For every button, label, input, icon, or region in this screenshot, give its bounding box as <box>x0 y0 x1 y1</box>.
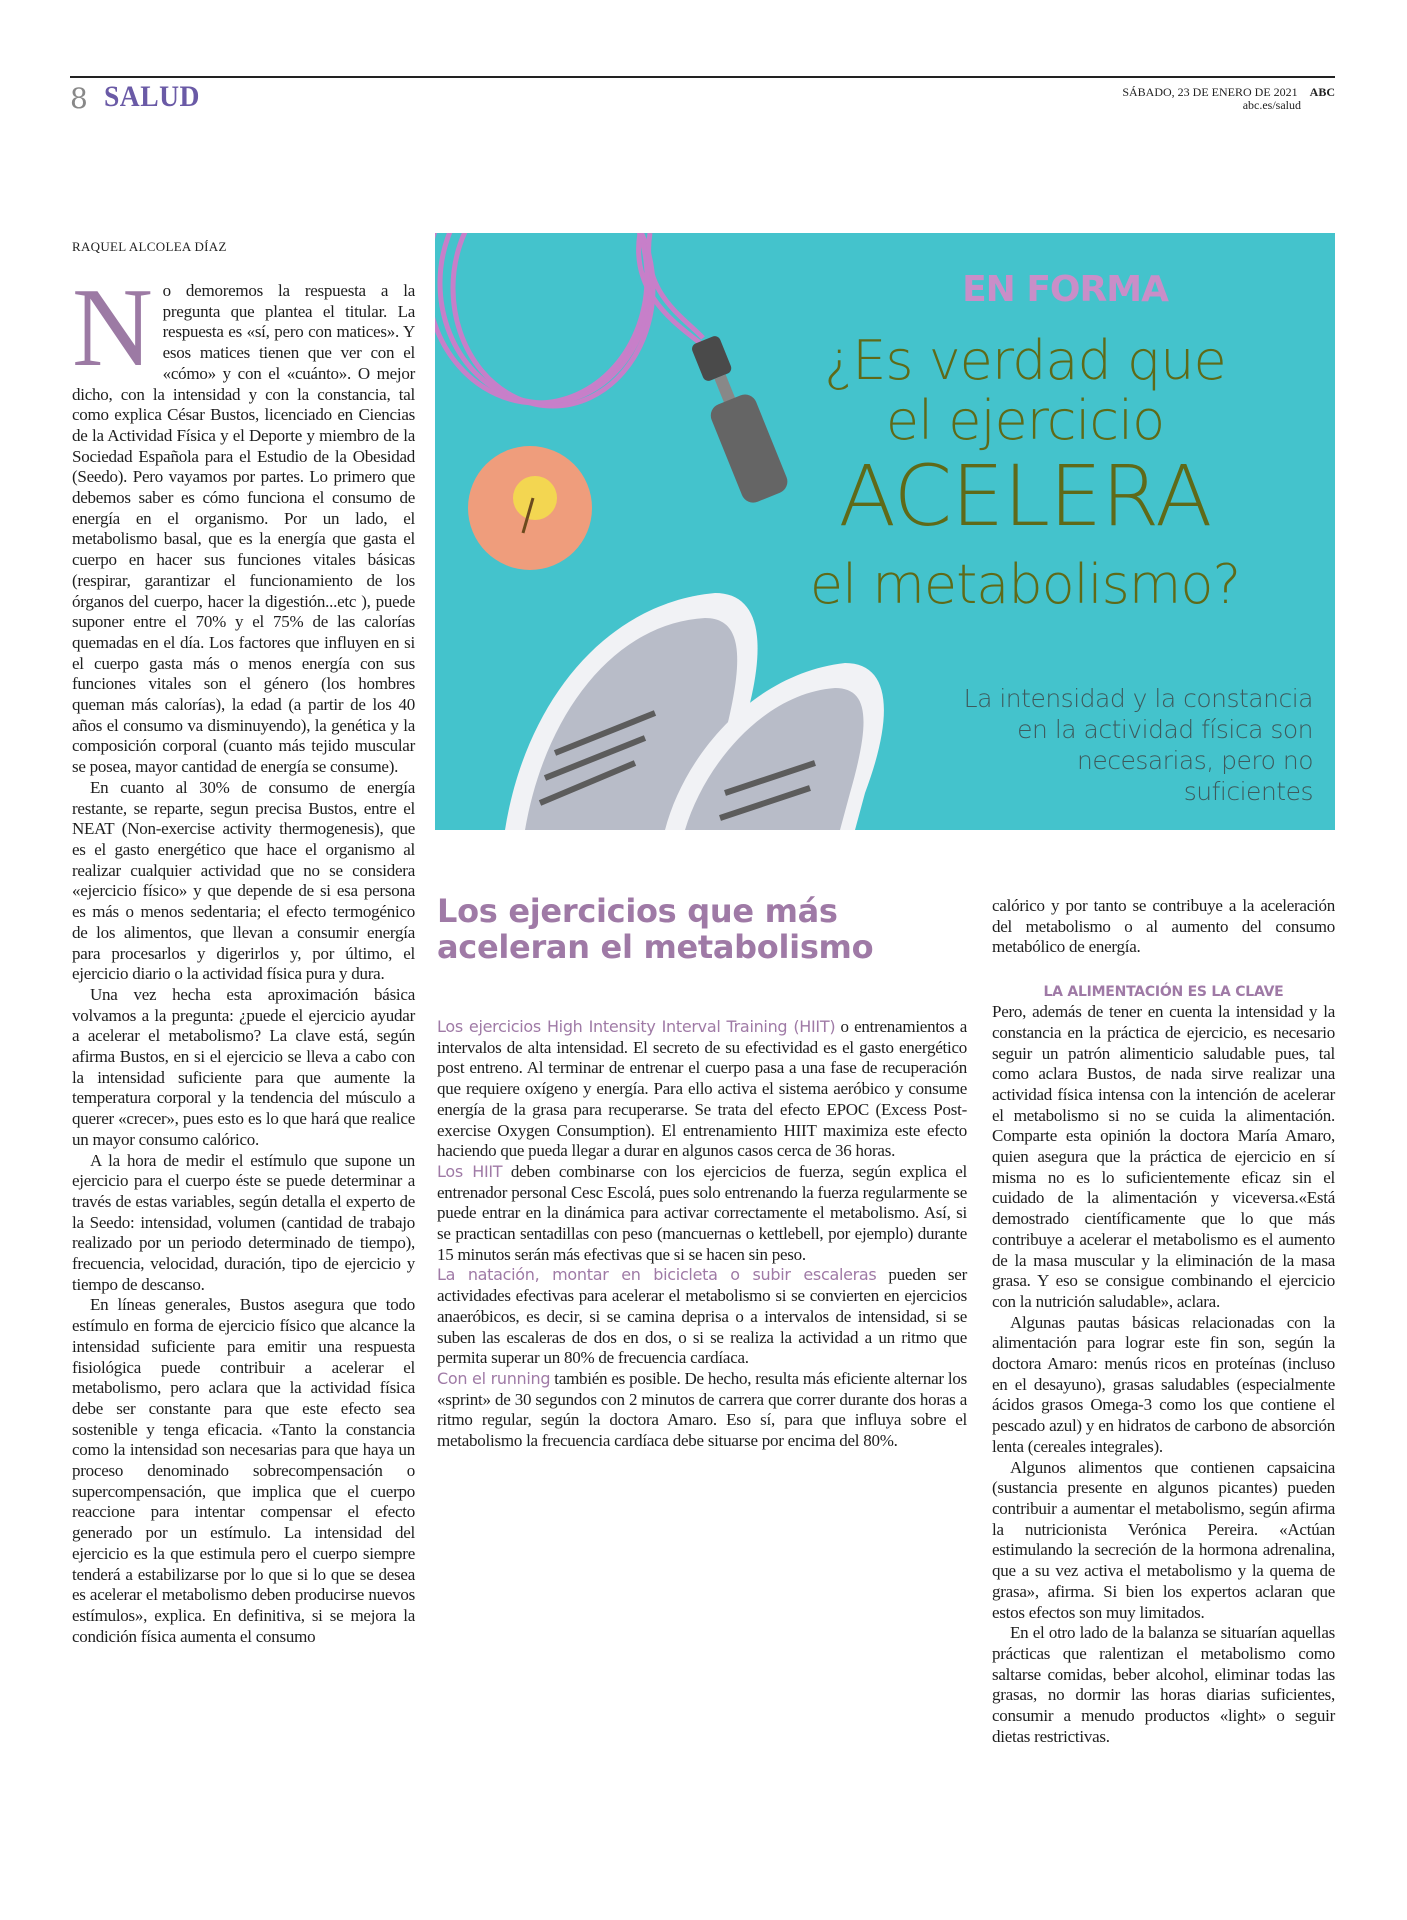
article-paragraph: En líneas generales, Bustos asegura que todo estímulo en forma de ejercicio físico que alcance la intensidad suficiente para emitir una respuesta fisiológica puede contribuir a acelerar el metabolismo, pero aclara que la actividad física debe ser constante para que este efecto sea sostenible y tenga eficacia. «Tanto la constancia como la intensidad son necesarias para que haya un proceso denominado sobrecompensación o supercompensación, que implica que el cuerpo reaccione para intentar compensar el efecto generado por un estímulo. La intensidad del ejercicio es la que estimula pero el cuerpo siempre tenderá a estabilizarse por lo que si lo que se desea es acelerar el metabolismo deben producirse nuevos estímulos», explica. En definitiva, si se mejora la condición física aumenta el consumo <box>72 1295 415 1646</box>
hero-illustration: EN FORMA ¿Es verdad que el ejercicio ACELERA el metabolismo? La intensidad y la constancia en la actividad física son necesarias, pero no suficientes <box>435 233 1335 830</box>
article-paragraph: En el otro lado de la balanza se situarían aquellas prácticas que ralentizan el metabolismo como saltarse comidas, beber alcohol, eliminar todas las grasas, no dormir las horas diarias suficientes, consumir a menudo productos «light» o seguir dietas restrictivas. <box>992 1623 1335 1746</box>
article-paragraph: Algunas pautas básicas relacionadas con la alimentación para lograr este fin son, según la doctora Amaro: menús ricos en proteínas (incluso en el desayuno), grasas saludables (especialmente ácidos grasos Omega-3 como los que contiene el pescado azul) y en hidratos de carbono de absorción lenta (cereales integrales). <box>992 1312 1335 1456</box>
hero-subtitle: La intensidad y la constancia en la actividad física son necesarias, pero no suficientes <box>963 684 1313 806</box>
article-paragraph: En cuanto al 30% de consumo de energía restante, se reparte, segun precisa Bustos, entre el NEAT (Non-exercise activity thermogenesis), que es el gasto energético que hace el organismo al realizar cualquier actividad que no se considera «ejercicio físico» y que depende de si esa persona es más o menos sedentaria; el efecto termogénico de los alimentos, que llevan a consumir energía para procesarlos y digerirlos y, por último, el ejercicio diario o la actividad física pura y dura. <box>72 777 415 984</box>
issue-date: SÁBADO, 23 DE ENERO DE 2021 <box>1122 85 1298 99</box>
article-paragraph: A la hora de medir el estímulo que supone un ejercicio para el cuerpo éste se puede determinar a través de estas variables, según detalla el experto de la Seedo: intensidad, volumen (cantidad de trabajo realizado por un periodo determinado de tiempo), frecuencia, velocidad, duración, tipo de ejercicio y tiempo de descanso. <box>72 1150 415 1294</box>
header-rule <box>70 76 1335 78</box>
byline: RAQUEL ALCOLEA DÍAZ <box>72 239 227 254</box>
brand: ABC <box>1309 85 1335 99</box>
sneakers-icon <box>505 593 884 830</box>
apple-icon <box>468 446 592 570</box>
section-title: SALUD <box>104 80 200 113</box>
dateline <box>1122 86 1335 112</box>
article-paragraph: Algunos alimentos que contienen capsaicina (sustancia presente en algunos picantes) pueden contribuir a aumentar el metabolismo, según afirma la nutricionista Verónica Pereira. «Actúan estimulando la secreción de la hormona adrenalina, que a su vez activa el metabolismo y la quema de grasa», afirma. Si bien los expertos aclaran que estos efectos son muy limitados. <box>992 1457 1335 1622</box>
hero-title-line-2: el ejercicio <box>885 389 1165 452</box>
sidebar-item: Con el running también es posible. De hecho, resulta más eficiente alternar los «sprint» de 30 segundos con 2 minutos de carrera que correr durante dos horas a ritmo regular, según la doctora Amaro. Eso sí, para que influya sobre el metabolismo la frecuencia cardíaca debe situarse por encima del 80%. <box>437 1368 967 1451</box>
sidebar-box <box>437 893 967 1452</box>
subheading: LA ALIMENTACIÓN ES LA CLAVE <box>1043 984 1284 1001</box>
article-column-1 <box>72 266 415 1647</box>
page-number: 8 <box>70 82 88 115</box>
article-paragraph: calórico y por tanto se contribuye a la aceleración del metabolismo o al aumento del consumo metabólico de energía. <box>992 896 1335 957</box>
hero-title-line-4: el metabolismo? <box>809 553 1241 616</box>
article-paragraph: No demoremos la respuesta a la pregunta que plantea el titular. La respuesta es «sí, pero con matices». Y esos matices tienen que ver con el «cómo» y con el «cuánto». O mejor dicho, con la intensidad y con la constancia, tal como explica César Bustos, licenciado en Ciencias de la Actividad Física y el Deporte y miembro de la Sociedad Española para el Estudio de la Obesidad (Seedo). Pero vayamos por partes. Lo primero que debemos saber es cómo funciona el consumo de energía en el organismo. Por un lado, el metabolismo basal, que es la energía que gasta el cuerpo en hacer sus funciones vitales básicas (respirar, garantizar el funcionamiento de los órganos del cuerpo, hacer la digestión...etc ), puede suponer entre el 70% y el 75% de las calorías quemadas en el día. Los factores que influyen en si el cuerpo gasta más o menos energía con sus funciones vitales son el género (los hombres queman más calorías), la edad (a partir de los 40 años el consumo va disminuyendo), la genética y la composición corporal (cuanto más tejido muscular se posea, mayor cantidad de energía se consume). <box>72 266 415 777</box>
sidebar-title: Los ejercicios que más aceleran el metabolismo <box>437 892 874 966</box>
hero-title-line-1: ¿Es verdad que <box>824 329 1226 392</box>
article-paragraph: Pero, además de tener en cuenta la intensidad y la constancia en la práctica de ejercicio, es necesario seguir un patrón alimenticio saludable pues, tal como aclara Bustos, de nada sirve realizar una actividad física intensa con la intención de acelerar el metabolismo si no se cuida la alimentación. Comparte esta opinión la doctora María Amaro, quien asegura que la práctica de ejercicio en sí misma no es lo suficientemente eficaz sin el cuidado de la alimentación y viceversa.«Está demostrado científicamente que lo que más contribuye a acelerar el metabolismo es el aumento de la masa muscular y la eliminación de la masa grasa. Y eso se consigue combinando el ejercicio con la nutrición saludable», aclara. <box>992 1002 1335 1311</box>
section-url[interactable]: abc.es/salud <box>1242 98 1301 112</box>
sidebar-item: Los ejercicios High Intensity Interval Training (HIIT) o entrenamientos a intervalos de alta intensidad. El secreto de su efectividad es el gasto energético post entreno. Al terminar de entrenar el cuerpo pasa a una fase de recuperación que requiere oxígeno y energía. Para ello activa el sistema aeróbico y consume energía de la grasa para recuperarse. Se trata del efecto EPOC (Excess Post-exercise Oxygen Consumption). El entrenamiento HIIT maximiza este efecto haciendo que pueda llegar a durar en algunos casos cerca de 36 horas. <box>437 1017 967 1161</box>
article-column-3 <box>992 896 1335 1747</box>
jump-rope-icon <box>435 233 703 406</box>
hero-title-line-3: ACELERA <box>838 447 1212 545</box>
sidebar-item: La natación, montar en bicicleta o subir escaleras pueden ser actividades efectivas para acelerar el metabolismo si se convierten en ejercicios anaeróbicos, es decir, si se camina deprisa o a intervalos de intensidad, si se suben las escaleras de dos en dos, o si se realiza la actividad a un ritmo que permita superar un 80% de frecuencia cardíaca. <box>437 1265 967 1368</box>
sidebar-item: Los HIIT deben combinarse con los ejercicios de fuerza, según explica el entrenador personal Cesc Escolá, pues solo entrenando la fuerza regularmente se puede entrar en la dinámica para activar correctamente el metabolismo. Así, si se practican sentadillas con peso (mancuernas o kettlebell, por ejemplo) durante 15 minutos serán más efectivas que si se hacen sin peso. <box>437 1161 968 1264</box>
drop-cap: N <box>72 266 153 390</box>
article-paragraph: Una vez hecha esta aproximación básica volvamos a la pregunta: ¿puede el ejercicio ayudar a acelerar el metabolismo? La clave está, según afirma Bustos, en si el ejercicio se lleva a cabo con la intensidad suficiente para que aumente la temperatura corporal y la tendencia del músculo a querer «crecer», pues esto es lo que hará que realice un mayor consumo calórico. <box>72 984 415 1149</box>
